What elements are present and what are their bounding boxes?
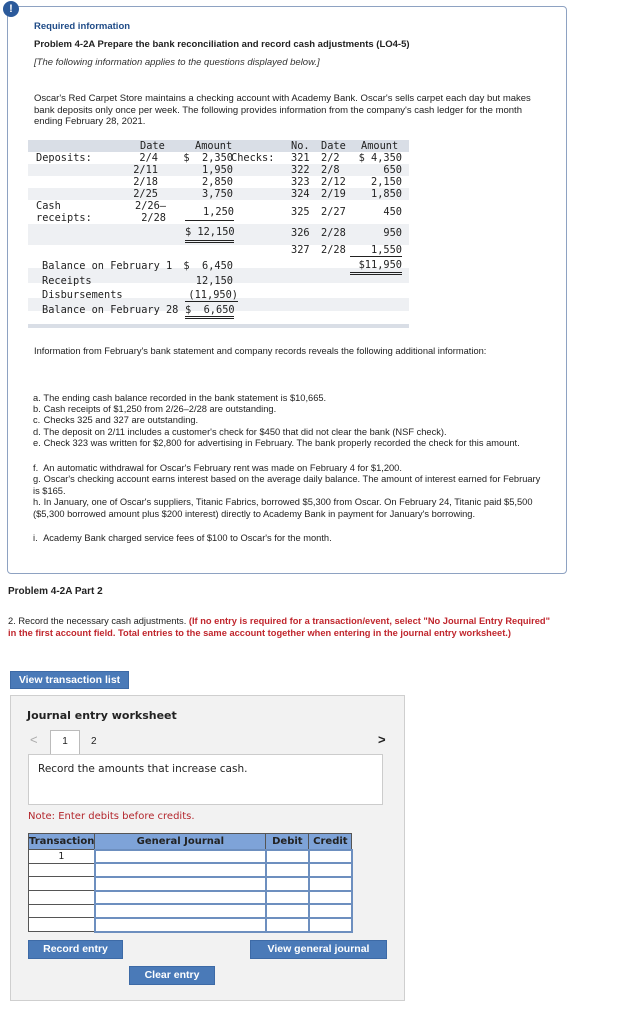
transaction-cell bbox=[29, 918, 95, 932]
credit-input[interactable] bbox=[309, 904, 352, 918]
journal-entry-worksheet bbox=[10, 695, 405, 1001]
col-general-journal: General Journal bbox=[95, 834, 266, 850]
summary-amount: $ 6,450 bbox=[183, 260, 233, 272]
required-info-heading: Required information bbox=[34, 21, 131, 32]
list-item: a. The ending cash balance recorded in the bank statement is $10,665. bbox=[33, 393, 327, 403]
transaction-cell: 1 bbox=[29, 850, 95, 864]
debit-input[interactable] bbox=[266, 904, 309, 918]
chevron-left-icon[interactable]: < bbox=[30, 732, 38, 747]
part2-title: Problem 4-2A Part 2 bbox=[8, 586, 103, 597]
deposit-date: 2/25 bbox=[133, 188, 158, 200]
debit-input[interactable] bbox=[266, 918, 309, 932]
col-credit: Credit bbox=[309, 834, 352, 850]
summary-label: Disbursements bbox=[42, 289, 123, 301]
check-amount: 450 bbox=[383, 206, 402, 218]
header-amount: Amount bbox=[195, 140, 233, 152]
info-note: [The following information applies to the questions displayed below.] bbox=[34, 57, 320, 68]
credit-input[interactable] bbox=[309, 918, 352, 932]
summary-amount: $ 6,650 bbox=[185, 304, 234, 319]
additional-info: Information from February's bank statement and company records reveals the following additional information: bbox=[34, 346, 487, 356]
table-row bbox=[29, 891, 352, 905]
account-input[interactable] bbox=[95, 891, 266, 905]
check-total: $11,950 bbox=[350, 259, 402, 275]
check-date: 2/2 bbox=[321, 152, 340, 164]
debit-input[interactable] bbox=[266, 877, 309, 891]
account-input[interactable] bbox=[95, 918, 266, 932]
check-date: 2/28 bbox=[321, 227, 346, 239]
deposit-amount: $ 2,350 bbox=[183, 152, 233, 164]
account-input[interactable] bbox=[95, 863, 266, 877]
deposit-date: 2/26– bbox=[135, 200, 166, 212]
check-amount: 650 bbox=[383, 164, 402, 176]
list-item: d. The deposit on 2/11 includes a customer's check for $450 that did not clear the bank (NSF check). bbox=[33, 427, 447, 437]
check-no: 324 bbox=[291, 188, 310, 200]
transaction-cell bbox=[29, 877, 95, 891]
account-input[interactable] bbox=[95, 877, 266, 891]
account-input[interactable] bbox=[95, 904, 266, 918]
deposits-label: Deposits: bbox=[36, 152, 92, 164]
credit-input[interactable] bbox=[309, 863, 352, 877]
summary-label: Balance on February 1 bbox=[42, 260, 173, 272]
check-date: 2/8 bbox=[321, 164, 340, 176]
intro-paragraph: Oscar's Red Carpet Store maintains a checking account with Academy Bank. Oscar's sells carpet each day but makes bank deposits only once per week. The following provides information from the company's cash ledger for the month ending February 28, 2021. bbox=[34, 93, 531, 128]
list-item: e. Check 323 was written for $2,800 for advertising in February. The bank properly recorded the check for this amount. bbox=[33, 438, 520, 448]
part2-instruction: 2. Record the necessary cash adjustments. (If no entry is required for a transaction/event, select "No Journal Entry Required" in the first account field. Total entries to the same account together when entering in the journal entry worksheet.) bbox=[8, 616, 551, 638]
record-entry-button[interactable]: Record entry bbox=[28, 940, 123, 959]
list-item: f. An automatic withdrawal for Oscar's February rent was made on February 4 for $1,200. bbox=[33, 463, 402, 473]
list-item: h. In January, one of Oscar's suppliers, Titanic Fabrics, borrowed $5,300 from Oscar. On February 24, Titanic paid $5,500 ($5,300 borrowed amount plus $200 interest) directly to Academy Bank in payment for January's borrowing. bbox=[33, 497, 533, 519]
header-check-amount: Amount bbox=[361, 140, 399, 152]
deposit-amount: 2,850 bbox=[202, 176, 233, 188]
check-no: 322 bbox=[291, 164, 310, 176]
credit-input[interactable] bbox=[309, 891, 352, 905]
transaction-cell bbox=[29, 904, 95, 918]
view-transaction-list-button[interactable]: View transaction list bbox=[10, 671, 129, 689]
chevron-right-icon[interactable]: > bbox=[378, 732, 386, 747]
credit-input[interactable] bbox=[309, 850, 352, 864]
deposit-date: 2/4 bbox=[139, 152, 158, 164]
transaction-cell bbox=[29, 863, 95, 877]
debit-input[interactable] bbox=[266, 891, 309, 905]
check-amount: 2,150 bbox=[371, 176, 402, 188]
tab-2[interactable]: 2 bbox=[91, 736, 97, 747]
cash-ledger bbox=[28, 140, 409, 328]
header-check-date: Date bbox=[321, 140, 346, 152]
journal-table bbox=[28, 833, 353, 933]
debit-credit-note: Note: Enter debits before credits. bbox=[28, 811, 195, 822]
check-no: 327 bbox=[291, 244, 310, 256]
col-debit: Debit bbox=[266, 834, 309, 850]
problem-title: Problem 4-2A Prepare the bank reconciliation and record cash adjustments (LO4-5) bbox=[34, 39, 410, 50]
worksheet-title: Journal entry worksheet bbox=[27, 709, 177, 722]
check-amount: $ 4,350 bbox=[358, 152, 402, 164]
check-date: 2/12 bbox=[321, 176, 346, 188]
col-transaction: Transaction bbox=[29, 834, 95, 850]
list-item: b. Cash receipts of $1,250 from 2/26–2/28 are outstanding. bbox=[33, 404, 277, 414]
check-no: 323 bbox=[291, 176, 310, 188]
check-date: 2/27 bbox=[321, 206, 346, 218]
check-date: 2/19 bbox=[321, 188, 346, 200]
check-no: 326 bbox=[291, 227, 310, 239]
table-row bbox=[29, 904, 352, 918]
worksheet-prompt: Record the amounts that increase cash. bbox=[28, 754, 383, 805]
list-item: i. Academy Bank charged service fees of $100 to Oscar's for the month. bbox=[33, 533, 332, 543]
check-no: 321 bbox=[291, 152, 310, 164]
check-date: 2/28 bbox=[321, 244, 346, 256]
list-item: c. Checks 325 and 327 are outstanding. bbox=[33, 415, 199, 425]
view-general-journal-button[interactable]: View general journal bbox=[250, 940, 387, 959]
debit-input[interactable] bbox=[266, 850, 309, 864]
check-amount: 1,550 bbox=[350, 244, 402, 257]
account-input[interactable] bbox=[95, 850, 266, 864]
table-row bbox=[29, 877, 352, 891]
check-amount: 950 bbox=[383, 227, 402, 239]
table-row bbox=[29, 918, 352, 932]
header-no: No. bbox=[291, 140, 310, 152]
summary-label: Receipts bbox=[42, 275, 92, 287]
checks-label: Checks: bbox=[231, 152, 275, 164]
clear-entry-button[interactable]: Clear entry bbox=[129, 966, 215, 985]
deposit-date: 2/11 bbox=[133, 164, 158, 176]
deposit-date: 2/28 bbox=[141, 212, 166, 224]
deposit-amount: 3,750 bbox=[202, 188, 233, 200]
header-date: Date bbox=[140, 140, 165, 152]
summary-amount: 12,150 bbox=[195, 275, 233, 287]
tab-1[interactable]: 1 bbox=[50, 730, 80, 754]
alert-icon: ! bbox=[3, 1, 19, 17]
table-row bbox=[29, 863, 352, 877]
list-item: g. Oscar's checking account earns interest based on the average daily balance. The amount of interest earned for February is $165. bbox=[33, 474, 541, 496]
receipts-label: receipts: bbox=[36, 212, 92, 224]
deposit-amount: 1,950 bbox=[202, 164, 233, 176]
deposit-date: 2/18 bbox=[133, 176, 158, 188]
summary-label: Balance on February 28 bbox=[42, 304, 179, 316]
table-row bbox=[29, 850, 352, 864]
credit-input[interactable] bbox=[309, 877, 352, 891]
deposit-total: $ 12,150 bbox=[185, 226, 234, 243]
deposit-amount: 1,250 bbox=[185, 206, 234, 221]
summary-amount: (11,950) bbox=[185, 289, 238, 302]
transaction-cell bbox=[29, 891, 95, 905]
debit-input[interactable] bbox=[266, 863, 309, 877]
check-amount: 1,850 bbox=[371, 188, 402, 200]
check-no: 325 bbox=[291, 206, 310, 218]
cash-label: Cash bbox=[36, 200, 61, 212]
